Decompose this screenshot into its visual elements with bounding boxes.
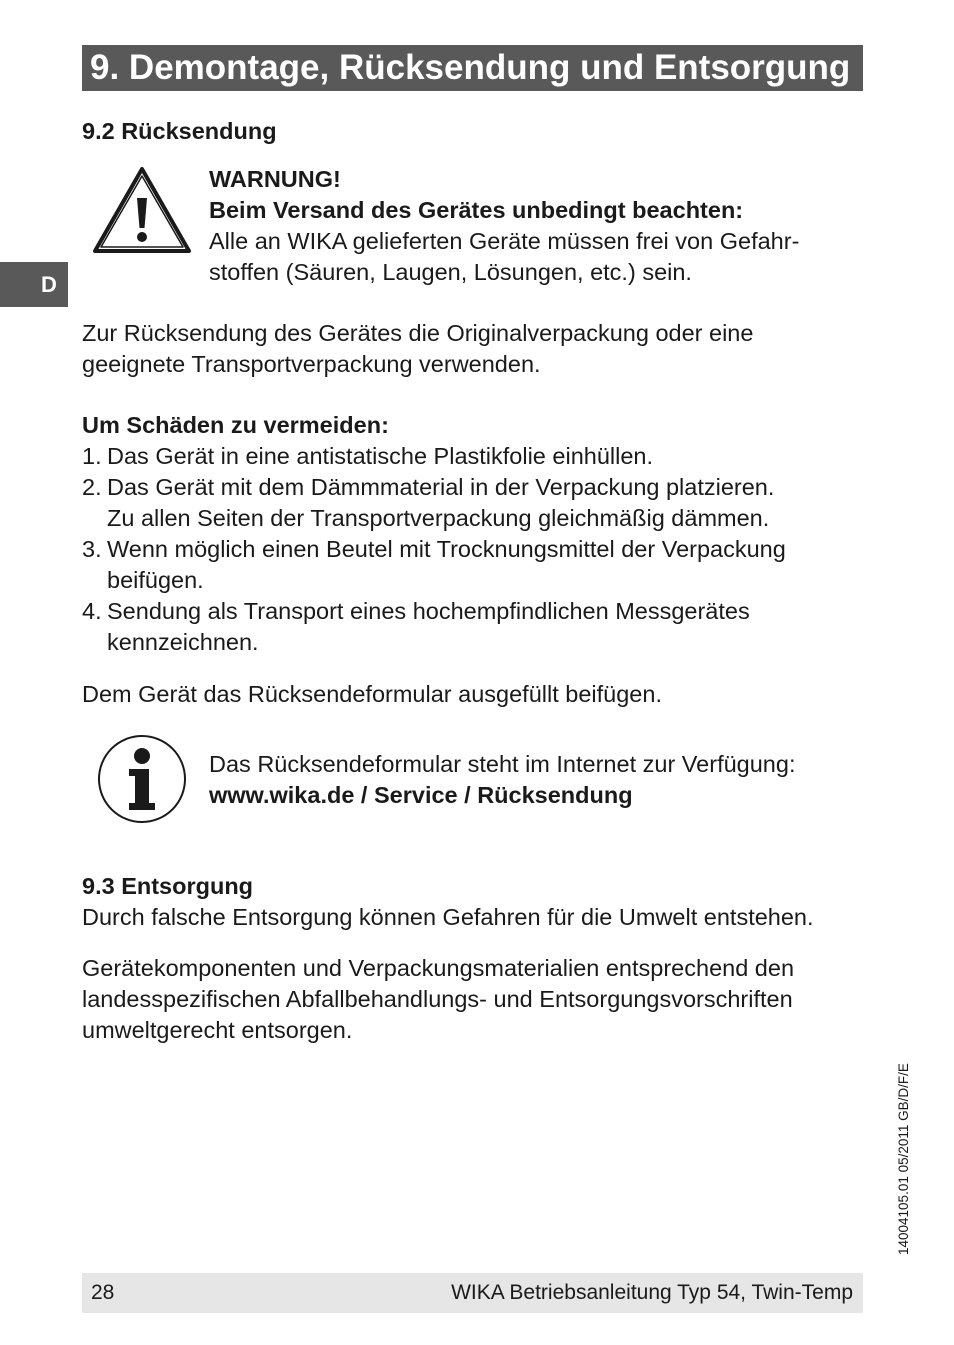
list-item: Sendung als Transport eines hochempfindlichen Messgerätes [107,598,750,624]
footer-document-title: WIKA Betriebsanleitung Typ 54, Twin-Temp [451,1281,853,1304]
warning-text-line: stoffen (Säuren, Laugen, Lösungen, etc.) sein. [209,259,692,285]
paragraph-line: Dem Gerät das Rücksendeformular ausgefüllt beifügen. [82,681,662,707]
page-number: 28 [91,1281,115,1304]
paragraph-line: landesspezifischen Abfallbehandlungs- und Entsorgungsvorschriften [82,986,793,1012]
paragraph-line: Durch falsche Entsorgung können Gefahren für die Umwelt entstehen. [82,904,814,930]
info-text-line: Das Rücksendeformular steht im Internet zur Verfügung: [209,751,796,777]
paragraph-line: umweltgerecht entsorgen. [82,1017,353,1043]
list-item-number: 2. [82,474,102,500]
list-item-continuation: kennzeichnen. [107,629,259,655]
paragraph-line: Gerätekomponenten und Verpackungsmaterialien entsprechend den [82,955,795,981]
section-9-3-heading: 9.3 Entsorgung [82,873,254,899]
warning-title: WARNUNG! [209,166,341,192]
info-icon [96,733,188,830]
page-footer [82,1273,863,1313]
paragraph-line: geeignete Transportverpackung verwenden. [82,351,541,377]
page-title: 9. Demontage, Rücksendung und Entsorgung [82,45,863,91]
list-item: Das Gerät in eine antistatische Plastikfolie einhüllen. [107,443,654,469]
warning-subtitle: Beim Versand des Gerätes unbedingt beachten: [209,197,744,223]
section-9-2-heading: 9.2 Rücksendung [82,118,277,144]
list-item-number: 1. [82,443,102,469]
list-item-continuation: Zu allen Seiten der Transportverpackung gleichmäßig dämmen. [107,505,770,531]
language-tab [0,262,68,307]
list-item: Wenn möglich einen Beutel mit Trocknungsmittel der Verpackung [107,536,786,562]
return-form-link[interactable]: www.wika.de / Service / Rücksendung [209,782,633,808]
paragraph-line: Zur Rücksendung des Gerätes die Originalverpackung oder eine [82,320,754,346]
warning-text-line: Alle an WIKA gelieferten Geräte müssen frei von Gefahr- [209,228,800,254]
language-tab-label: D [41,272,57,297]
avoid-damage-heading: Um Schäden zu vermeiden: [82,412,389,438]
list-item: Das Gerät mit dem Dämmmaterial in der Verpackung platzieren. [107,474,775,500]
list-item-continuation: beifügen. [107,567,204,593]
list-item-number: 3. [82,536,102,562]
warning-triangle-icon [90,164,194,261]
list-item-number: 4. [82,598,102,624]
document-code: 14004105.01 05/2011 GB/D/F/E [896,1063,911,1255]
